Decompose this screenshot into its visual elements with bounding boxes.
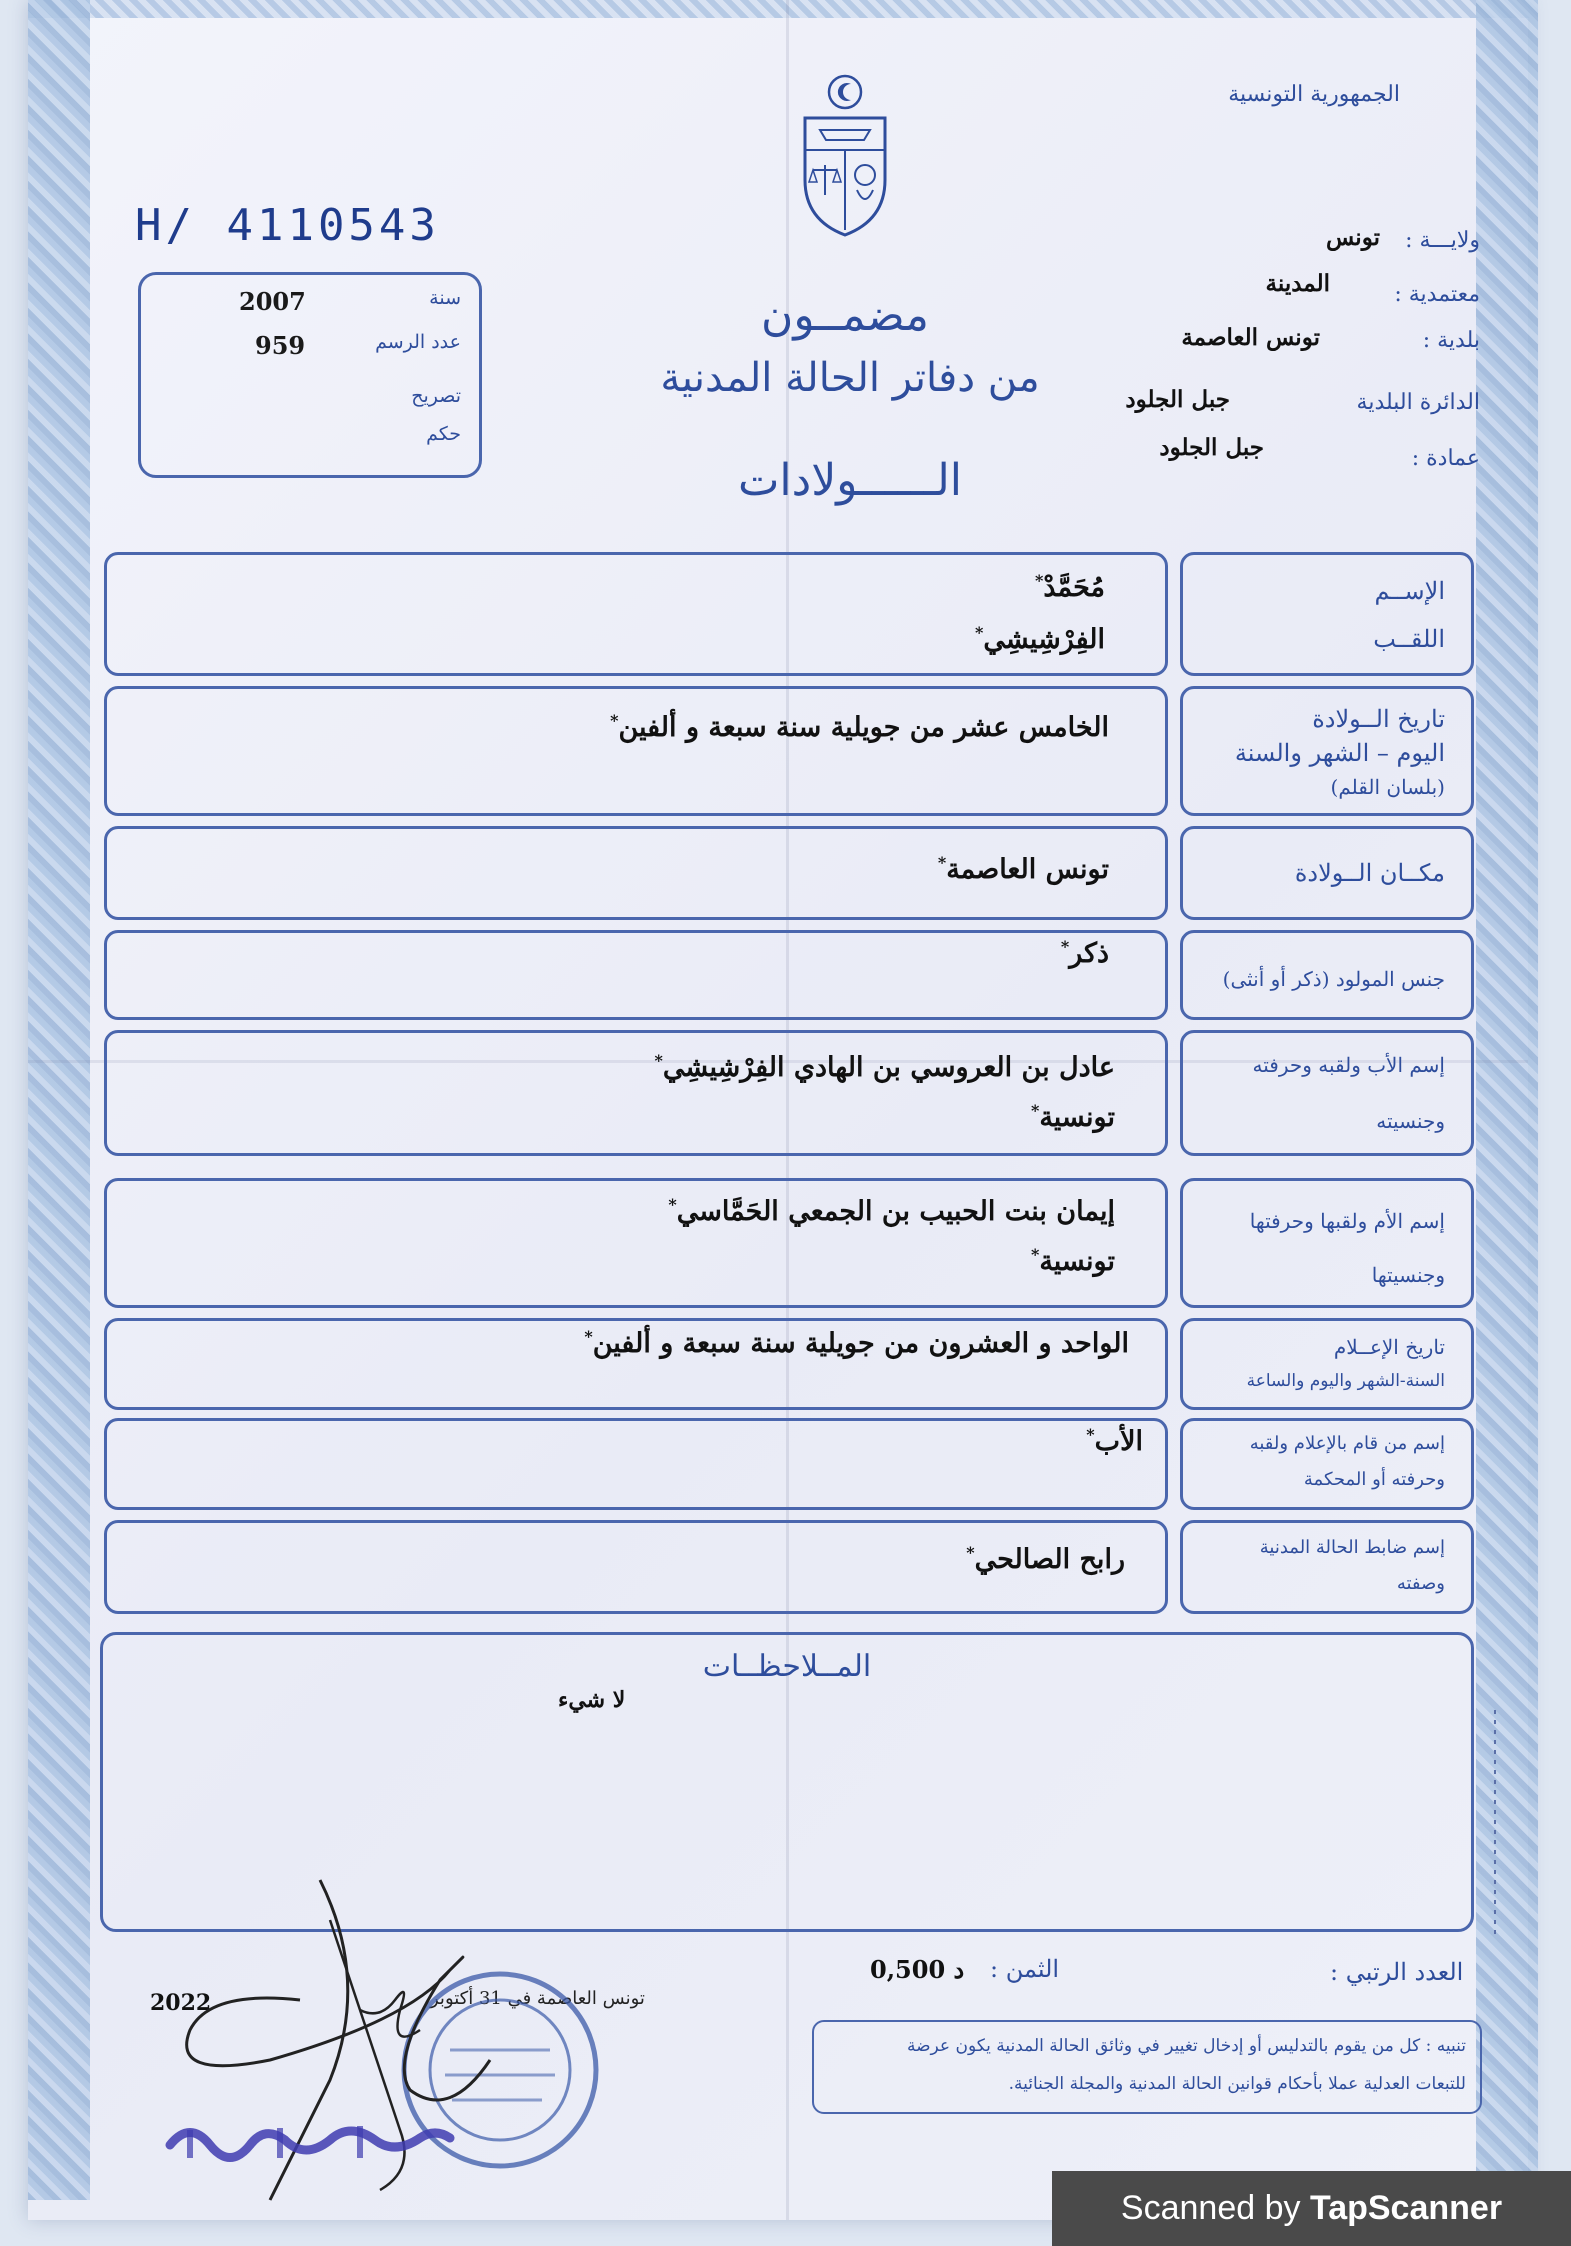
declarant-label-1: إسم من قام بالإعلام ولقبه [1249, 1433, 1445, 1454]
birth-date-label-box [1180, 686, 1474, 816]
birth-date-label-1: تاريخ الــولادة [1312, 705, 1445, 733]
row-mother [104, 1178, 1474, 1308]
surname-value: الفِرْشِيشِي* [974, 623, 1105, 655]
row-name [104, 552, 1474, 676]
notes-value: لا شيء [558, 1687, 626, 1713]
price-label: الثمن : [990, 1955, 1060, 1983]
republic-heading: الجمهورية التونسية [1228, 82, 1400, 107]
father-nationality: تونسية* [1030, 1101, 1115, 1133]
governorate-value: تونس [1325, 224, 1380, 251]
warning-line-1: تنبيه : كل من يقوم بالتدليس أو إدخال تغيير في وثائق الحالة المدنية يكون عرضة [907, 2036, 1466, 2056]
sex-value-box [104, 930, 1168, 1020]
birth-date-label-2: اليوم – الشهر والسنة [1234, 739, 1445, 767]
mother-value-box [104, 1178, 1168, 1308]
year-label: سنة [429, 287, 461, 309]
officer-signature-icon [150, 1860, 570, 2240]
declarant-label-2: وحرفته أو المحكمة [1303, 1469, 1445, 1490]
birth-date-label-3: (بلسان القلم) [1330, 775, 1445, 799]
declarant-label-box [1180, 1418, 1474, 1510]
birth-place-label: مكــان الــولادة [1294, 859, 1445, 887]
row-father [104, 1030, 1474, 1156]
warning-line-2: للتبعات العدلية عملا بأحكام قوانين الحالة المدنية والمجلة الجنائية. [1008, 2074, 1466, 2094]
declarant-value: الأب* [1086, 1425, 1143, 1457]
officer-label-2: وصفته [1396, 1573, 1445, 1594]
judgment-label: حكم [426, 423, 461, 445]
mother-nationality: تونسية* [1030, 1245, 1115, 1277]
row-birth-date [104, 686, 1474, 816]
declaration-date-label-1: تاريخ الإعــلام [1333, 1335, 1445, 1359]
issue-date-place: تونس العاصمة في 31 أكتوبر [430, 1988, 645, 2009]
mother-label-1: إسم الأم ولقبها وحرفتها [1249, 1209, 1445, 1233]
father-value-box [104, 1030, 1168, 1156]
sex-label: جنس المولود (ذكر أو أنثى) [1222, 967, 1445, 991]
birth-place-label-box [1180, 826, 1474, 920]
legal-warning-box [812, 2020, 1482, 2114]
delegation-value: المدينة [1265, 270, 1330, 297]
father-label-2: وجنسيته [1376, 1109, 1445, 1133]
security-border-left [28, 0, 90, 2200]
year-value: 2007 [239, 287, 306, 316]
father-value: عادل بن العروسي بن الهادي الفِرْشِيشِي* [654, 1051, 1115, 1083]
name-label-box [1180, 552, 1474, 676]
banner-prefix: Scanned by [1120, 2189, 1310, 2227]
name-value-box [104, 552, 1168, 676]
name-value: مُحَمَّدْ* [1034, 571, 1105, 603]
declaration-date-label-2: السنة-الشهر واليوم والساعة [1246, 1371, 1445, 1391]
row-birth-place [104, 826, 1474, 920]
security-border-top [28, 0, 1538, 18]
birth-place-value-box [104, 826, 1168, 920]
officer-value: رابح الصالحي* [966, 1543, 1125, 1575]
act-number-value: 959 [255, 331, 306, 360]
governorate-label: ولايـــة : [1405, 228, 1480, 253]
extract-title: مضمــون [761, 290, 929, 341]
scanner-watermark-banner [1052, 2171, 1571, 2246]
father-label-1: إسم الأب ولقبه وحرفته [1252, 1053, 1445, 1077]
banner-brand: TapScanner [1309, 2189, 1503, 2227]
officer-label-box [1180, 1520, 1474, 1614]
registers-title: من دفاتر الحالة المدنية [660, 355, 1040, 401]
father-label-box [1180, 1030, 1474, 1156]
declaration-label: تصريح [411, 385, 461, 407]
birth-date-value: الخامس عشر من جويلية سنة سبعة و ألفين* [610, 711, 1109, 743]
birth-date-value-box [104, 686, 1168, 816]
price-value: 0,500 د [870, 1955, 965, 1984]
births-title: الــــــولادات [737, 455, 963, 506]
row-declaration-date [104, 1318, 1474, 1410]
sex-label-box [1180, 930, 1474, 1020]
surname-label: اللقــب [1373, 625, 1445, 653]
municipality-label: بلدية : [1422, 328, 1480, 353]
name-label: الإســم [1374, 577, 1445, 605]
imada-label: عمادة : [1411, 446, 1480, 471]
mother-label-box [1180, 1178, 1474, 1308]
declaration-date-value: الواحد و العشرون من جويلية سنة سبعة و ألفين* [584, 1327, 1129, 1359]
declarant-value-box [104, 1418, 1168, 1510]
tunisia-coat-of-arms-icon [785, 70, 905, 240]
row-officer [104, 1520, 1474, 1614]
sex-value: ذكر* [1060, 937, 1109, 969]
act-number-label: عدد الرسم [375, 331, 461, 353]
officer-label-1: إسم ضابط الحالة المدنية [1259, 1537, 1445, 1558]
birth-place-value: تونس العاصمة* [937, 853, 1109, 885]
declaration-date-value-box [104, 1318, 1168, 1410]
district-label: الدائرة البلدية [1356, 390, 1480, 415]
serial-order-label: العدد الرتبي : [1330, 1958, 1464, 1986]
notes-title: المــلاحظــات [702, 1649, 872, 1684]
officer-value-box [104, 1520, 1168, 1614]
document-serial-number: H/ 4110543 [135, 200, 440, 251]
row-declarant [104, 1418, 1474, 1510]
issue-year: 2022 [150, 1990, 212, 2016]
district-value: جبل الجلود [1125, 386, 1230, 413]
row-sex [104, 930, 1474, 1020]
imada-value: جبل الجلود [1159, 434, 1264, 461]
mother-label-2: وجنسيتها [1371, 1263, 1445, 1287]
declaration-date-label-box [1180, 1318, 1474, 1410]
mother-value: إيمان بنت الحبيب بن الجمعي الحَمَّاسي* [668, 1195, 1115, 1227]
municipality-value: تونس العاصمة [1181, 324, 1320, 351]
delegation-label: معتمدية : [1394, 282, 1480, 307]
officer-name-stamp-icon [160, 2110, 460, 2170]
registry-info-box [138, 272, 482, 478]
printer-mark-icon [1480, 1700, 1510, 1950]
